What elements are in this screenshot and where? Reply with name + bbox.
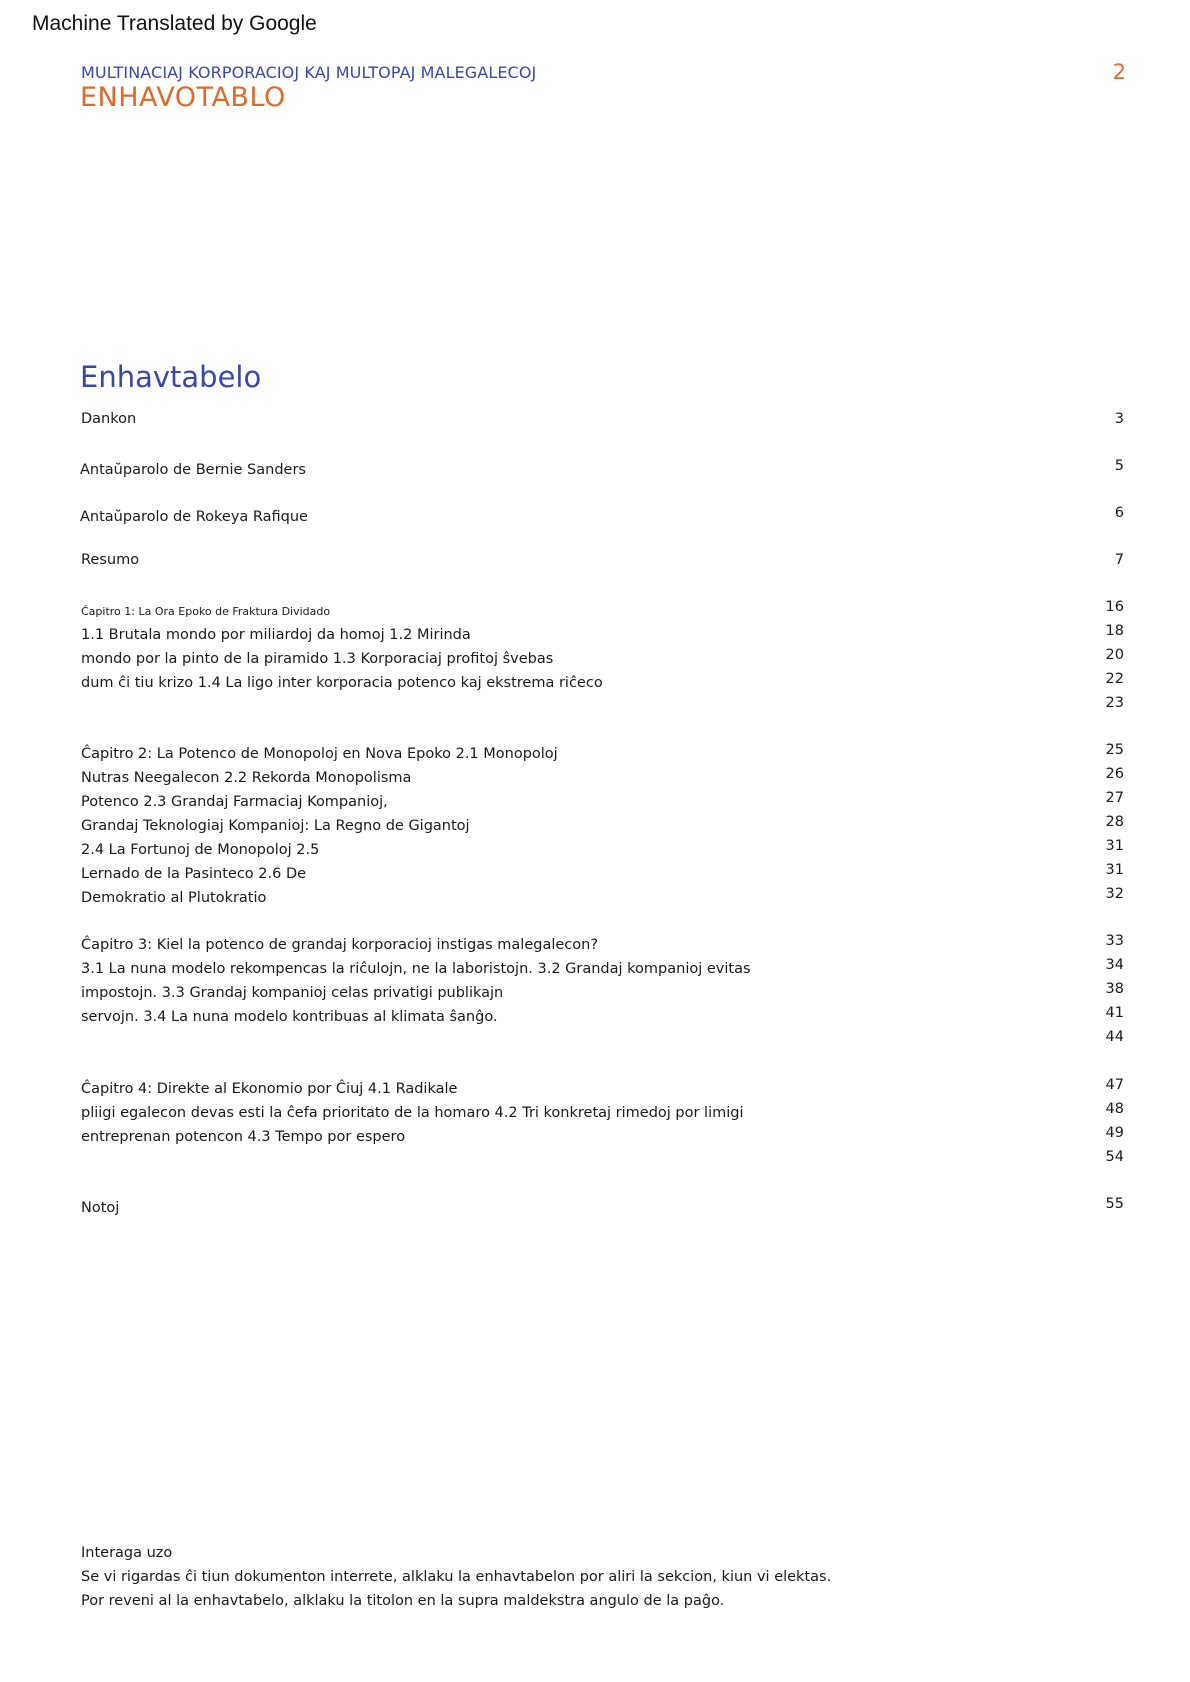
- toc-page-number: 38: [1105, 981, 1124, 997]
- toc-page-number: 41: [1105, 1005, 1124, 1021]
- toc-entry-dankon[interactable]: Dankon: [81, 411, 137, 427]
- toc-page-number: 54: [1105, 1149, 1124, 1165]
- toc-entry-chapter-2-text[interactable]: Grandaj Teknologiaj Kompanioj: La Regno de Gigantoj: [81, 818, 470, 834]
- section-title[interactable]: ENHAVOTABLO: [80, 82, 286, 113]
- document-title[interactable]: MULTINACIAJ KORPORACIOJ KAJ MULTOPAJ MALEGALECOJ: [81, 63, 537, 82]
- toc-entry-chapter-2-text[interactable]: Nutras Neegalecon 2.2 Rekorda Monopolisma: [81, 770, 412, 786]
- toc-page-number: 33: [1105, 933, 1124, 949]
- toc-entry-resumo[interactable]: Resumo: [81, 552, 140, 568]
- toc-entry-chapter-2-text[interactable]: Potenco 2.3 Grandaj Farmaciaj Kompanioj,: [81, 794, 388, 810]
- toc-entry-chapter-2-text[interactable]: Lernado de la Pasinteco 2.6 De: [81, 866, 307, 882]
- toc-entry-chapter-3-text[interactable]: servojn. 3.4 La nuna modelo kontribuas al klimata ŝanĝo.: [81, 1009, 498, 1025]
- toc-entry-notoj[interactable]: Notoj: [81, 1200, 120, 1216]
- toc-page-number: 16: [1105, 599, 1124, 615]
- toc-entry-chapter-1-text[interactable]: mondo por la pinto de la piramido 1.3 Korporaciaj profitoj ŝvebas: [81, 651, 554, 667]
- interactive-use-line-1: Se vi rigardas ĉi tiun dokumenton interrete, alklaku la enhavtabelon por aliri la sekcion, kiun vi elektas.: [81, 1569, 832, 1585]
- toc-entry-chapter-2-text[interactable]: 2.4 La Fortunoj de Monopoloj 2.5: [81, 842, 320, 858]
- toc-entry-chapter-3-text[interactable]: impostojn. 3.3 Grandaj kompanioj celas privatigi publikajn: [81, 985, 504, 1001]
- toc-entry-chapter-4-text[interactable]: entreprenan potencon 4.3 Tempo por espero: [81, 1129, 406, 1145]
- toc-entry-foreword-rafique[interactable]: Antaŭparolo de Rokeya Rafique: [80, 509, 308, 525]
- toc-entry-chapter-4-text[interactable]: pliigi egalecon devas esti la ĉefa prioritato de la homaro 4.2 Tri konkretaj rimedoj por limigi: [81, 1105, 744, 1121]
- toc-page-number: 44: [1105, 1029, 1124, 1045]
- toc-entry-chapter-1-text[interactable]: 1.1 Brutala mondo por miliardoj da homoj 1.2 Mirinda: [81, 627, 471, 643]
- machine-translation-banner: Machine Translated by Google: [32, 12, 317, 35]
- toc-page-number: 32: [1105, 886, 1124, 902]
- toc-page-number: 25: [1105, 742, 1124, 758]
- toc-page-number: 7: [1114, 552, 1124, 568]
- interactive-use-line-2: Por reveni al la enhavtabelo, alklaku la titolon en la supra maldekstra angulo de la paĝo.: [81, 1593, 725, 1609]
- toc-page-number: 27: [1105, 790, 1124, 806]
- toc-entry-chapter-3-text[interactable]: 3.1 La nuna modelo rekompencas la riĉulojn, ne la laboristojn. 3.2 Grandaj kompanioj evitas: [81, 961, 751, 977]
- toc-entry-chapter-1[interactable]: Ĉapitro 1: La Ora Epoko de Fraktura Dividado: [81, 605, 331, 618]
- toc-page-number: 31: [1105, 862, 1124, 878]
- toc-page-number: 55: [1105, 1196, 1124, 1212]
- toc-page-number: 26: [1105, 766, 1124, 782]
- interactive-use-title: Interaga uzo: [81, 1545, 173, 1561]
- toc-page-number: 49: [1105, 1125, 1124, 1141]
- toc-entry-foreword-sanders[interactable]: Antaŭparolo de Bernie Sanders: [80, 462, 306, 478]
- toc-entry-chapter-1-text[interactable]: dum ĉi tiu krizo 1.4 La ligo inter korporacia potenco kaj ekstrema riĉeco: [81, 675, 603, 691]
- toc-entry-chapter-4[interactable]: Ĉapitro 4: Direkte al Ekonomio por Ĉiuj 4.1 Radikale: [81, 1081, 458, 1097]
- toc-page-number: 48: [1105, 1101, 1124, 1117]
- toc-page-number: 18: [1105, 623, 1124, 639]
- toc-page-number: 3: [1114, 411, 1124, 427]
- toc-page-number: 34: [1105, 957, 1124, 973]
- toc-page-number: 20: [1105, 647, 1124, 663]
- toc-page-number: 22: [1105, 671, 1124, 687]
- toc-page-number: 6: [1114, 505, 1124, 521]
- toc-entry-chapter-2[interactable]: Ĉapitro 2: La Potenco de Monopoloj en Nova Epoko 2.1 Monopoloj: [81, 746, 558, 762]
- toc-page-number: 28: [1105, 814, 1124, 830]
- toc-page-number: 31: [1105, 838, 1124, 854]
- toc-page-number: 5: [1114, 458, 1124, 474]
- toc-entry-chapter-3[interactable]: Ĉapitro 3: Kiel la potenco de grandaj korporacioj instigas malegalecon?: [81, 937, 599, 953]
- toc-page-number: 47: [1105, 1077, 1124, 1093]
- page-number: 2: [1112, 60, 1126, 84]
- toc-heading: Enhavtabelo: [80, 360, 262, 394]
- toc-page-number: 23: [1105, 695, 1124, 711]
- toc-entry-chapter-2-text[interactable]: Demokratio al Plutokratio: [81, 890, 267, 906]
